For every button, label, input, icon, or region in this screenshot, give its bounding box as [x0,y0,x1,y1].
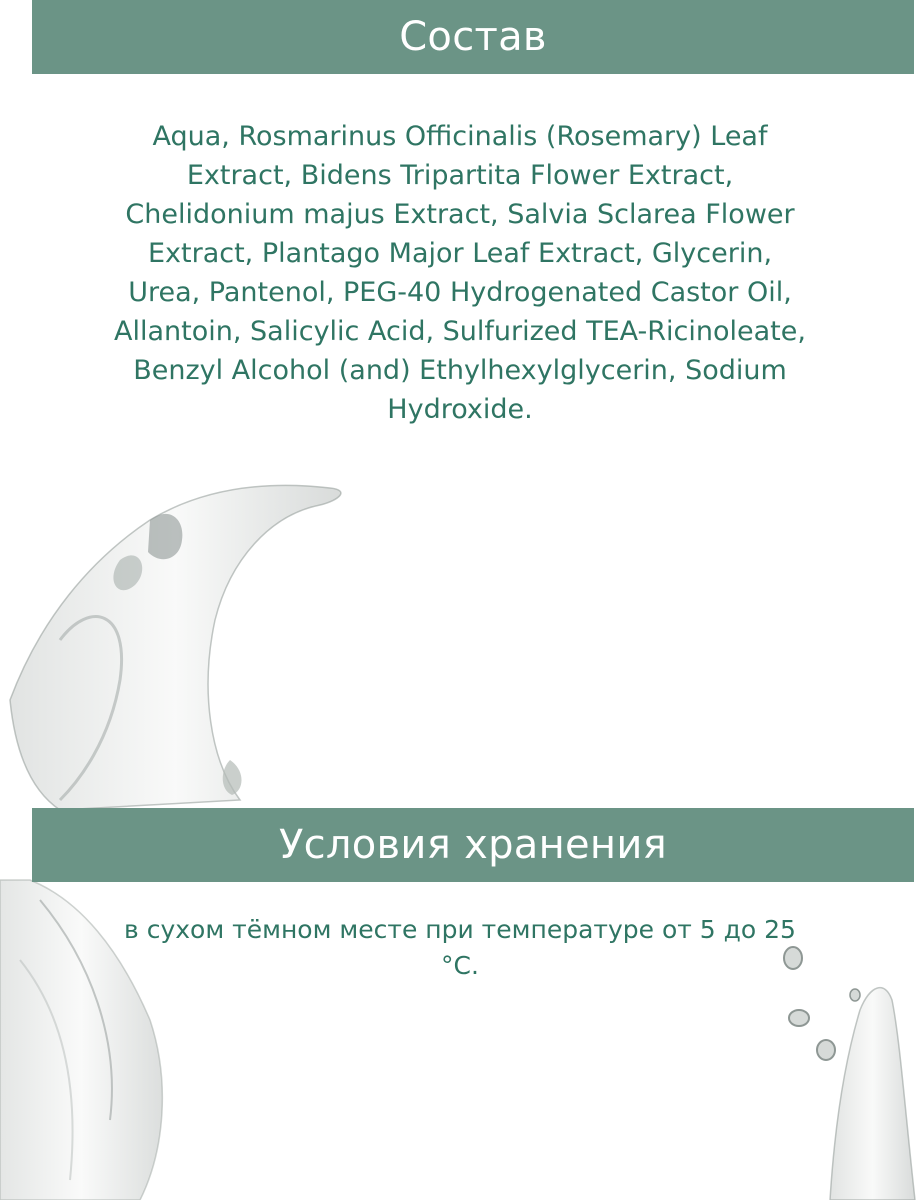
storage-conditions-text: в сухом тёмном месте при температуре от 5 до 25 °С. [124,915,796,980]
storage-header [32,808,914,882]
water-droplet [850,989,860,1001]
water-droplet [789,1010,809,1026]
water-splash-right [830,988,915,1200]
water-droplet [817,1040,835,1060]
storage-title: Условия хранения [278,822,668,868]
ingredients-text: Aqua, Rosmarinus Officinalis (Rosemary) Leaf Extract, Bidens Tripartita Flower Extract, Chelidonium majus Extract, Salvia Sclarea Flower Extract, Plantago Major Leaf Extract, Glycerin, Urea, Pantenol, PEG-40 Hydrogenated Castor Oil, Allantoin, Salicylic Acid, Sulfurized TEA-Ricinoleate, Benzyl Alcohol (and) Ethylhexylglycerin, Sodium Hydroxide. [114,121,806,425]
composition-title: Состав [399,14,547,60]
composition-header [32,0,914,74]
